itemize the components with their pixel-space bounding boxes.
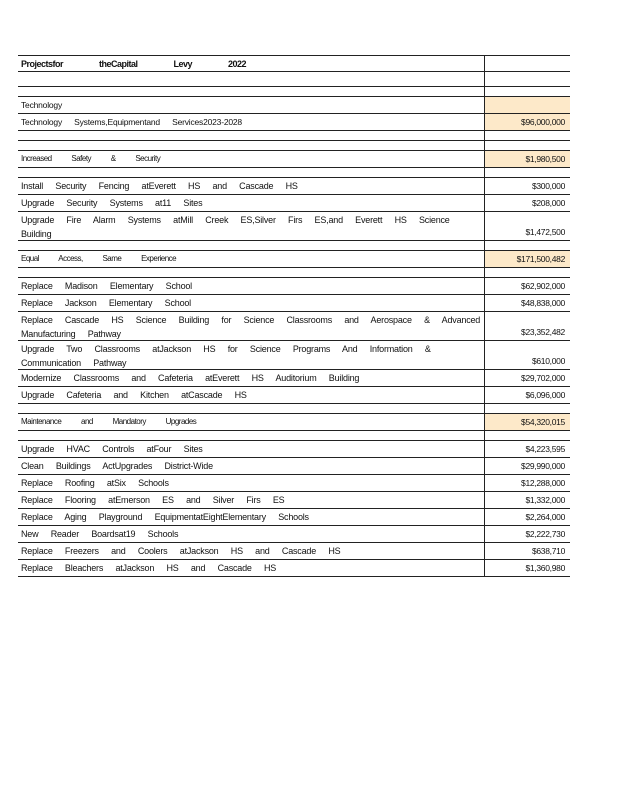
table-row-amount: $29,990,000 (521, 461, 565, 471)
table-row-description: Technology Systems,Equipmentand Services2023-2028 (18, 114, 485, 130)
table-row (18, 543, 570, 560)
table-row (18, 526, 570, 543)
blank-row (18, 404, 570, 414)
table-row-amount: $4,223,595 (525, 444, 565, 454)
table-row-description: Replace Cascade HS Science Building for Science Classrooms and Aerospace & Advanced Manufacturing Pathway (18, 312, 485, 340)
section-header-amount: $54,320,015 (485, 414, 570, 430)
table-row-amount: $29,702,000 (521, 373, 565, 383)
table-row (18, 295, 570, 312)
table-row-description: Upgrade Cafeteria and Kitchen atCascade HS (18, 387, 485, 403)
table-row-amount: $1,332,000 (525, 495, 565, 505)
table-row-amount: $300,000 (531, 181, 565, 191)
table-row (18, 178, 570, 195)
table-row-description: Upgrade Two Classrooms atJackson HS for Science Programs And Information & Communication Pathway (18, 341, 485, 369)
blank-row (18, 131, 570, 141)
blank-row-amount (485, 87, 570, 96)
table-row-amount: $6,096,000 (525, 390, 565, 400)
blank-row-amount (485, 431, 570, 440)
table-row-amount: $12,288,000 (521, 478, 565, 488)
table-row (18, 441, 570, 458)
table-title (18, 55, 570, 72)
table-row (18, 458, 570, 475)
table-row-description: Replace Madison Elementary School (18, 278, 485, 294)
section-header-description: Maintenance and Mandatory Upgrades (18, 414, 485, 430)
table-row-amount: $2,264,000 (525, 512, 565, 522)
table-row (18, 509, 570, 526)
blank-row-description (18, 241, 485, 250)
blank-row-description (18, 431, 485, 440)
blank-row-description (18, 404, 485, 413)
section-header-amount (485, 97, 570, 113)
table-row-description: Replace Bleachers atJackson HS and Cascade HS (18, 560, 485, 576)
blank-row-description (18, 168, 485, 177)
table-row-amount: $96,000,000 (485, 114, 570, 130)
table-row-amount: $2,222,730 (525, 529, 565, 539)
table-row (18, 114, 570, 131)
table-row-description: Modernize Classrooms and Cafeteria atEverett HS Auditorium Building (18, 370, 485, 386)
table-row (18, 195, 570, 212)
table-row-description: Replace Aging Playground EquipmentatEightElementary Schools (18, 509, 485, 525)
blank-row-description (18, 72, 485, 86)
table-row-description: Upgrade Security Systems at11 Sites (18, 195, 485, 211)
blank-row (18, 87, 570, 97)
blank-row (18, 72, 570, 87)
blank-row-description (18, 87, 485, 96)
section-header-amount: $171,500,482 (485, 251, 570, 267)
table-row (18, 492, 570, 509)
levy-projects-table (18, 55, 570, 577)
table-row (18, 212, 570, 241)
section-header-description: Equal Access, Same Experience (18, 251, 485, 267)
blank-row-amount (485, 131, 570, 140)
blank-row (18, 241, 570, 251)
table-row-amount: $23,352,482 (521, 327, 565, 337)
blank-row (18, 141, 570, 151)
blank-row-amount (485, 72, 570, 86)
table-row-amount: $1,472,500 (525, 227, 565, 237)
section-header (18, 97, 570, 114)
table-row (18, 312, 570, 341)
section-header (18, 251, 570, 268)
blank-row (18, 168, 570, 178)
blank-row-description (18, 141, 485, 150)
table-row-description: Replace Freezers and Coolers atJackson HS and Cascade HS (18, 543, 485, 559)
table-row-description: Upgrade HVAC Controls atFour Sites (18, 441, 485, 457)
table-row-description: Replace Flooring atEmerson ES and Silver Firs ES (18, 492, 485, 508)
section-header-description: Technology (18, 97, 485, 113)
table-row (18, 560, 570, 577)
table-row-amount: $638,710 (531, 546, 565, 556)
table-row-amount: $1,360,980 (525, 563, 565, 573)
table-row (18, 387, 570, 404)
table-title-description: Projectsfor theCapital Levy 2022 (18, 56, 485, 71)
table-row-amount: $48,838,000 (521, 298, 565, 308)
table-row-amount: $610,000 (531, 356, 565, 366)
section-header (18, 151, 570, 168)
blank-row-amount (485, 404, 570, 413)
blank-row (18, 268, 570, 278)
section-header-description: Increased Safety & Security (18, 151, 485, 167)
table-row-description: Upgrade Fire Alarm Systems atMill Creek ES,Silver Firs ES,and Everett HS Science Building (18, 212, 485, 240)
table-row-amount: $62,902,000 (521, 281, 565, 291)
table-row (18, 278, 570, 295)
blank-row-description (18, 268, 485, 277)
table-row (18, 341, 570, 370)
table-row (18, 475, 570, 492)
table-row-description: New Reader Boardsat19 Schools (18, 526, 485, 542)
blank-row (18, 431, 570, 441)
section-header (18, 414, 570, 431)
blank-row-amount (485, 241, 570, 250)
table-row-description: Install Security Fencing atEverett HS and Cascade HS (18, 178, 485, 194)
blank-row-amount (485, 168, 570, 177)
blank-row-amount (485, 141, 570, 150)
table-row-description: Clean Buildings ActUpgrades District-Wide (18, 458, 485, 474)
table-row-amount: $208,000 (531, 198, 565, 208)
table-row (18, 370, 570, 387)
blank-row-amount (485, 268, 570, 277)
table-row-description: Replace Jackson Elementary School (18, 295, 485, 311)
table-row-description: Replace Roofing atSix Schools (18, 475, 485, 491)
blank-row-description (18, 131, 485, 140)
section-header-amount: $1,980,500 (485, 151, 570, 167)
table-title-amount (485, 56, 570, 71)
